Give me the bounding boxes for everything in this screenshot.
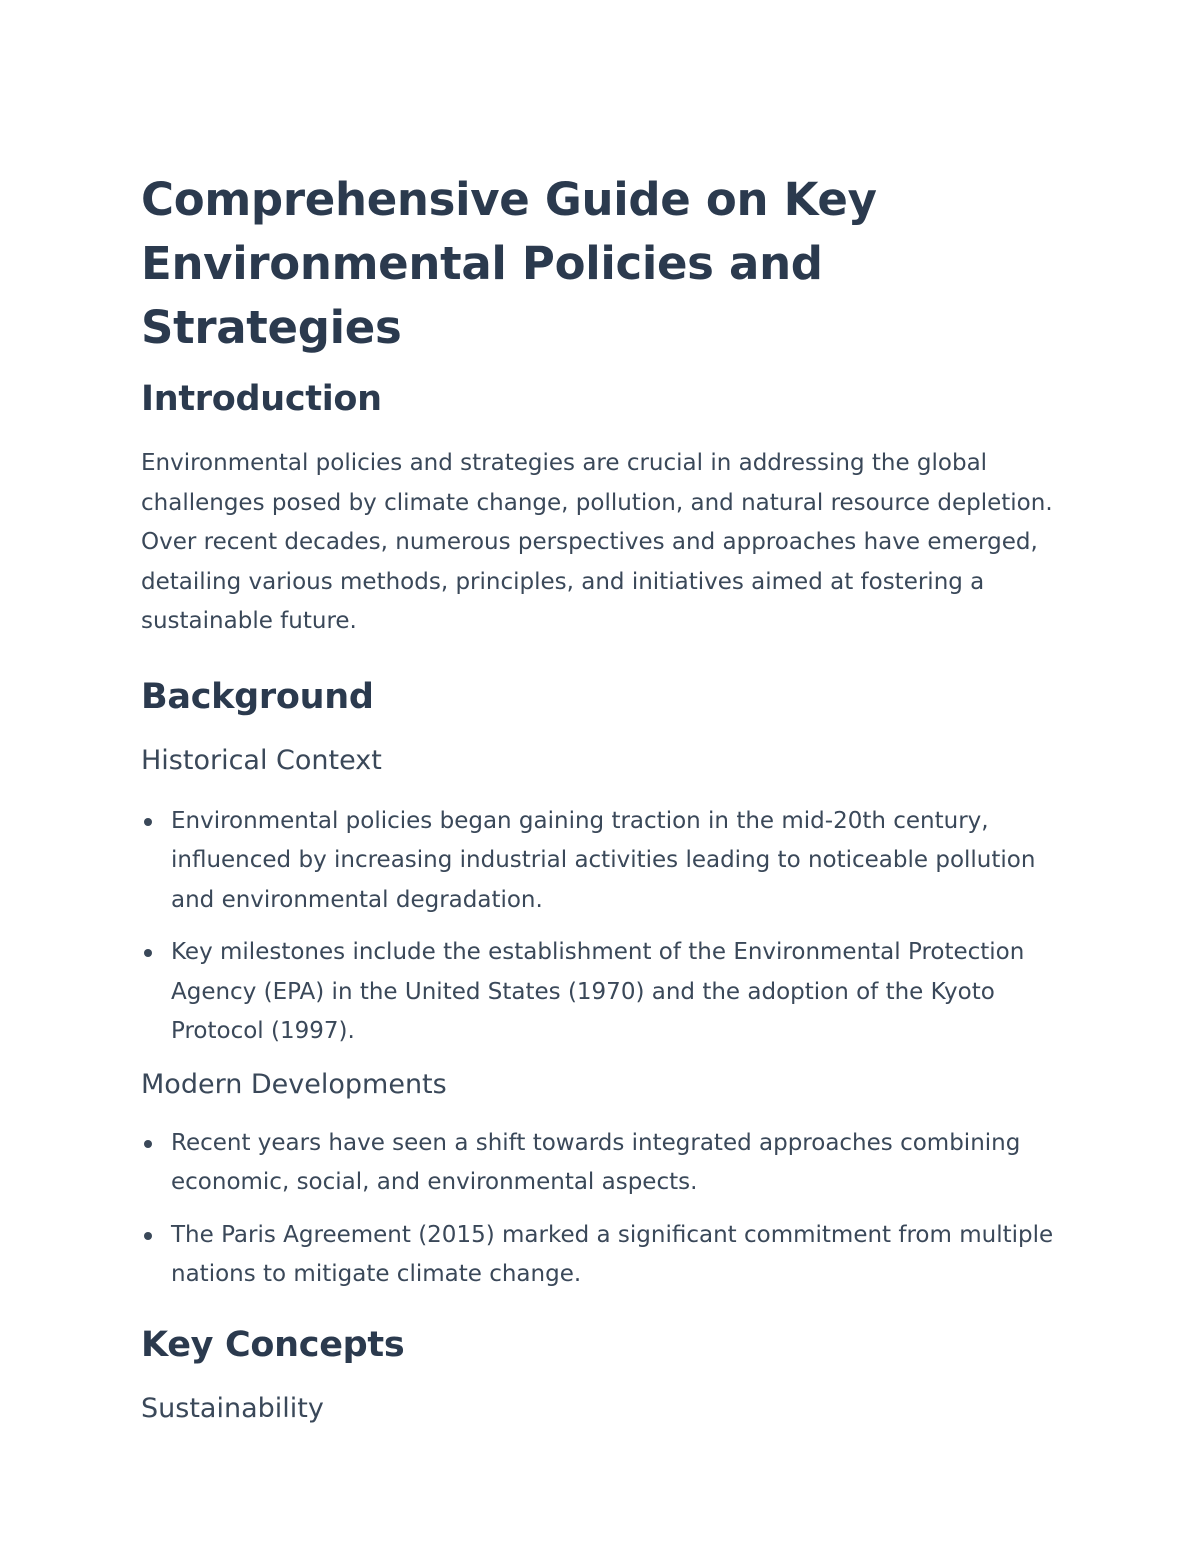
list-item-text: Environmental policies began gaining traction in the mid-20th century, influenced by increasing industrial activities leading to noticeable pollution and environmental degradation.	[171, 807, 1036, 913]
historical-context-list	[141, 802, 1061, 1052]
bullet-icon	[144, 1232, 152, 1240]
list-item	[141, 802, 1061, 921]
bullet-icon	[144, 949, 152, 957]
bullet-icon	[144, 818, 152, 826]
document-title: Comprehensive Guide on Key Environmental Policies and Strategies	[141, 173, 877, 354]
list-item	[141, 1216, 1061, 1295]
section-heading-background: Background	[141, 676, 374, 717]
subheading-historical-context: Historical Context	[141, 744, 382, 776]
subheading-sustainability: Sustainability	[141, 1392, 324, 1424]
modern-developments-list	[141, 1124, 1061, 1295]
introduction-paragraph: Environmental policies and strategies are crucial in addressing the global challenges posed by climate change, pollution, and natural resource depletion. Over recent decades, numerous perspectives and approaches have emerged, detailing various methods, principles, and initiatives aimed at fostering a sustainable future.	[141, 450, 1053, 634]
list-item-text: Key milestones include the establishment of the Environmental Protection Agency (EPA) in the United States (1970) and the adoption of the Kyoto Protocol (1997).	[171, 939, 1025, 1044]
section-heading-introduction: Introduction	[141, 379, 382, 419]
list-item-text: Recent years have seen a shift towards integrated approaches combining economic, social, and environmental aspects.	[171, 1129, 1021, 1195]
section-heading-key-concepts: Key Concepts	[141, 1324, 405, 1365]
subheading-modern-developments: Modern Developments	[141, 1068, 447, 1100]
list-item	[141, 933, 1061, 1052]
bullet-icon	[144, 1140, 152, 1148]
list-item	[141, 1124, 1061, 1203]
list-item-text: The Paris Agreement (2015) marked a significant commitment from multiple nations to mitigate climate change.	[171, 1221, 1054, 1287]
document-page	[141, 168, 1061, 1426]
